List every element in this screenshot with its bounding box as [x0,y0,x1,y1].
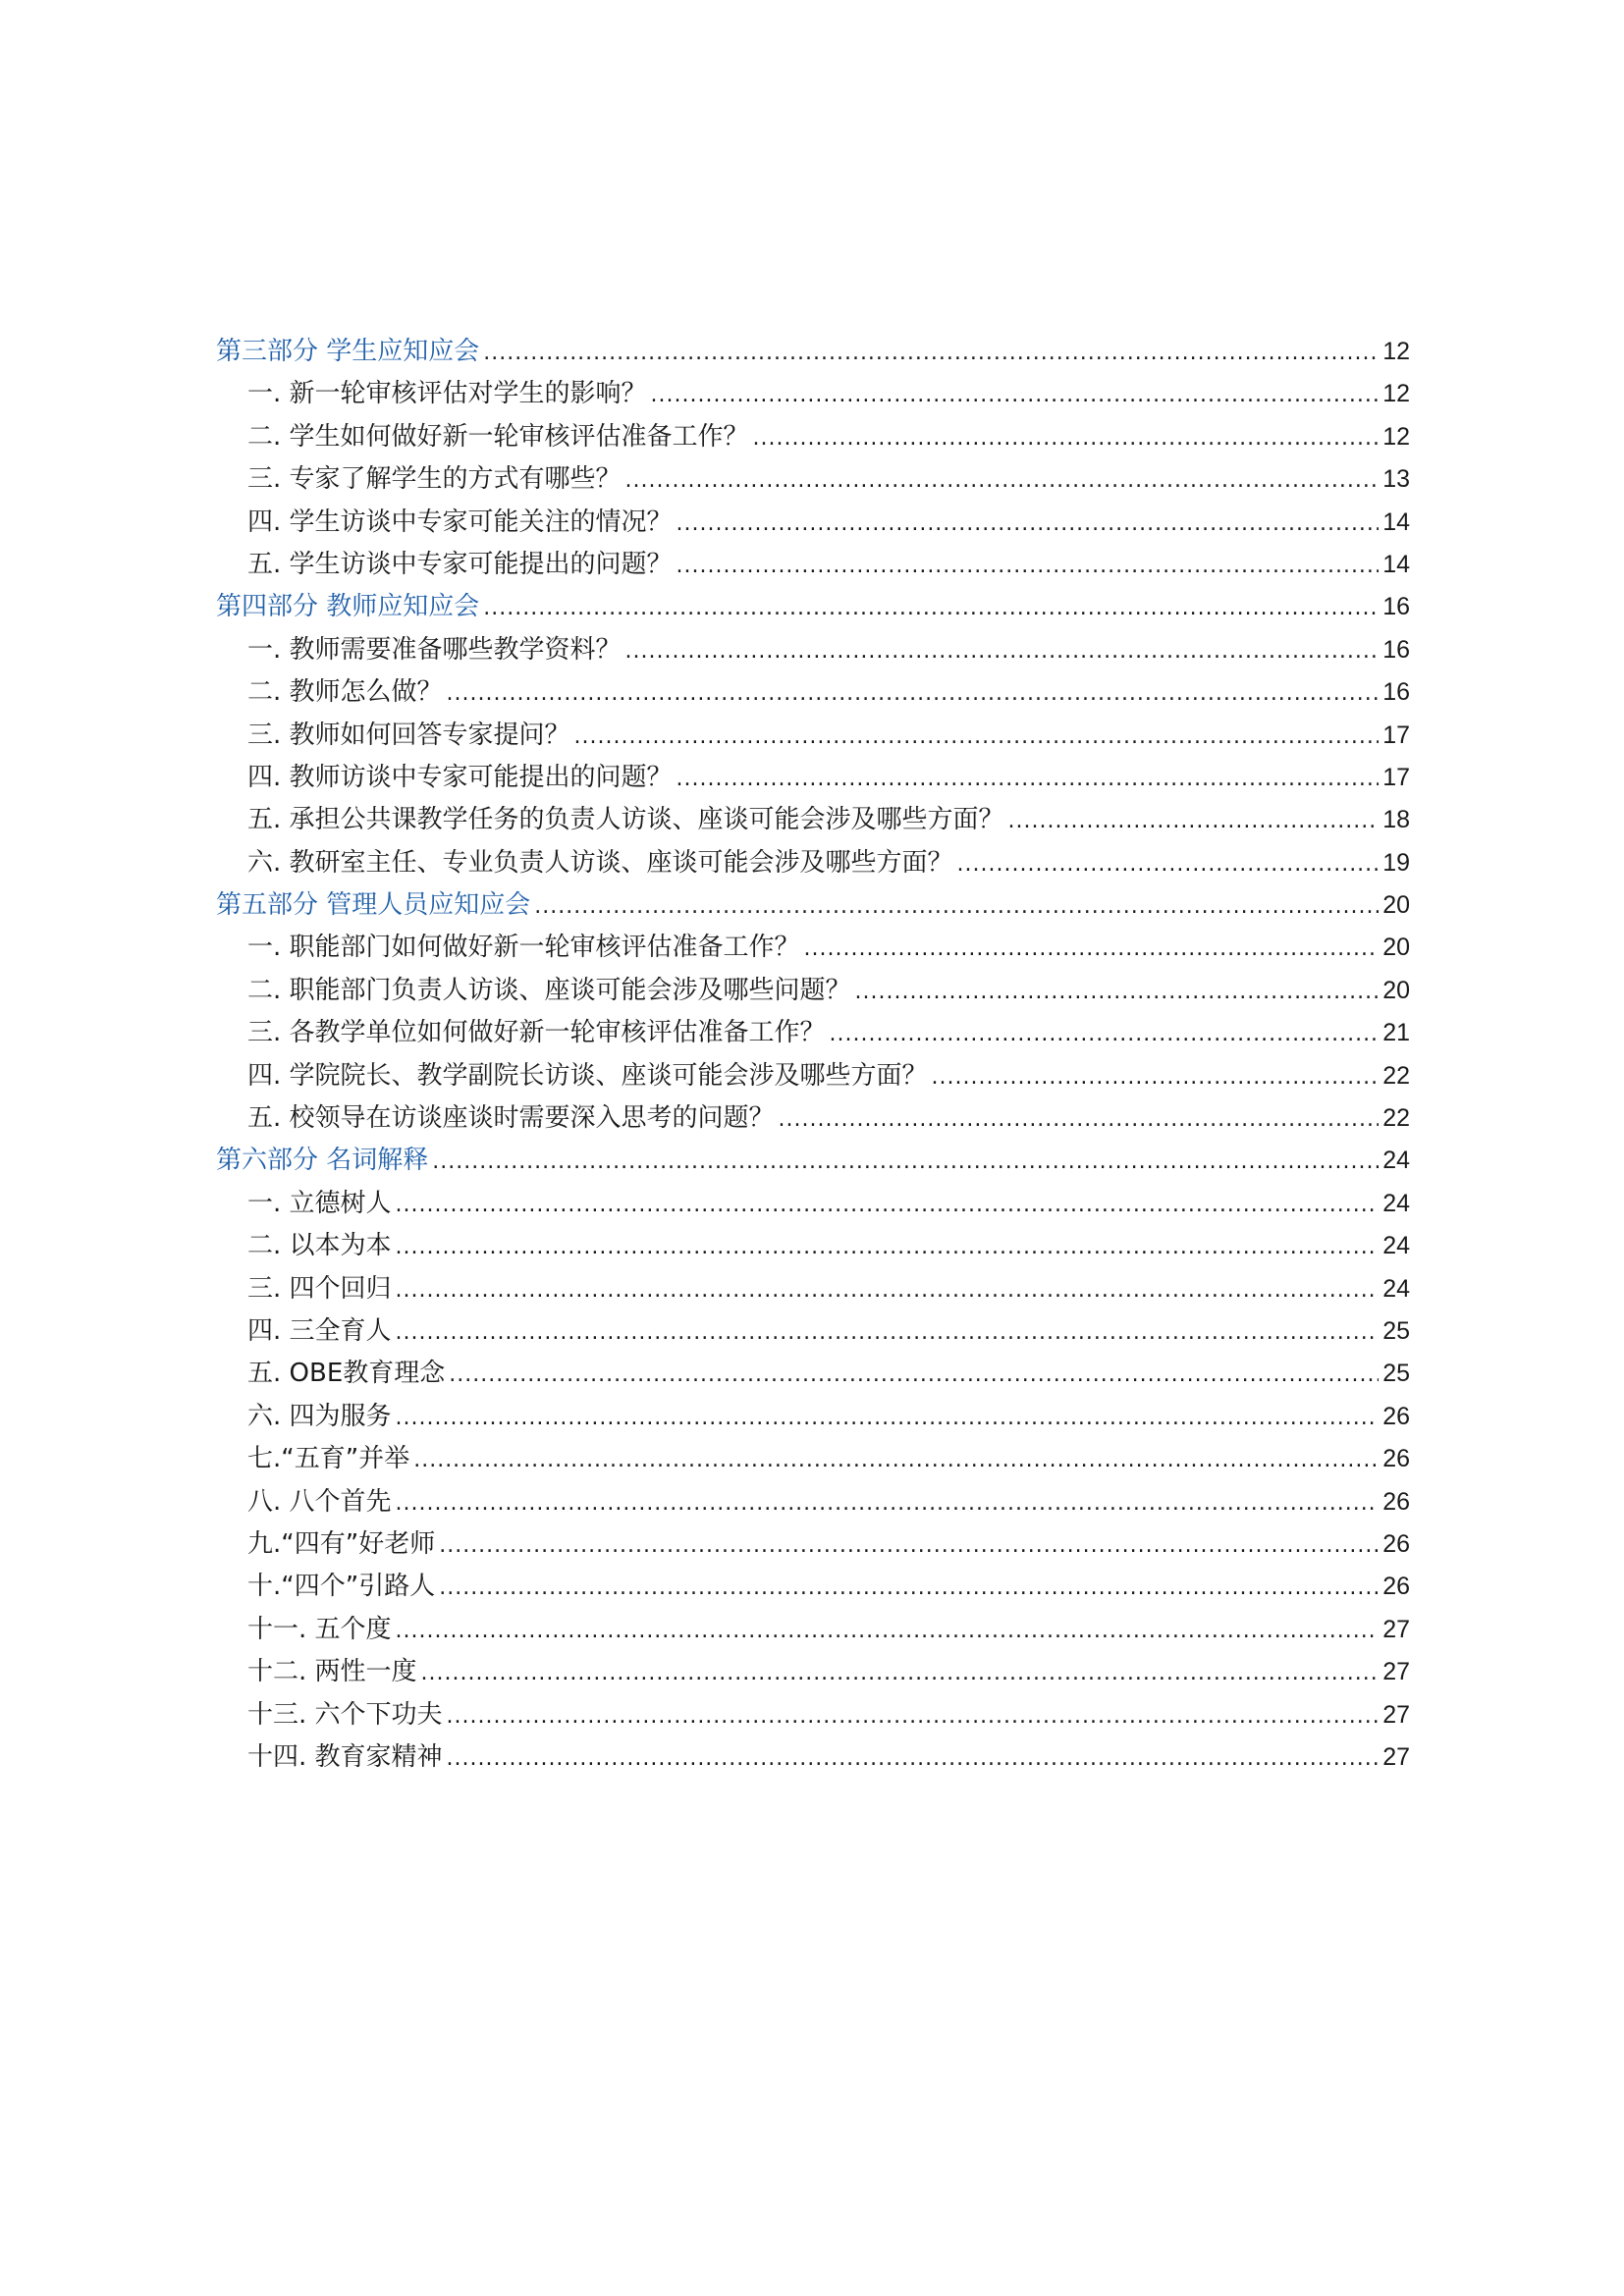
toc-entry-title: 十二. 两性一度 [247,1657,417,1687]
toc-entry[interactable] [216,1651,1410,1693]
toc-entry-title: 六. 教研室主任、专业负责人访谈、座谈可能会涉及哪些方面？ [247,847,953,878]
toc-dot-leader [625,630,1380,671]
toc-page-number: 22 [1382,1061,1410,1090]
toc-page-number: 20 [1382,976,1410,1004]
toc-entry[interactable] [216,1310,1410,1353]
toc-entry-title: 十一. 五个度 [247,1614,392,1644]
toc-entry-title: 第三部分 学生应知应会 [216,337,480,366]
toc-entry-title: 第五部分 管理人员应知应会 [216,890,531,921]
toc-entry[interactable] [216,1523,1410,1566]
toc-entry-title: 一. 职能部门如何做好新一轮审核评估准备工作？ [247,933,800,963]
toc-entry-title: 三. 四个回归 [247,1273,392,1304]
toc-page-number: 27 [1382,1742,1410,1771]
toc-entry-title: 六. 四为服务 [247,1401,392,1431]
toc-dot-leader [483,332,1379,373]
toc-dot-leader [574,716,1380,757]
toc-dot-leader [779,1098,1380,1140]
toc-entry[interactable] [216,1268,1410,1310]
toc-page-number: 16 [1382,678,1410,707]
toc-dot-leader [830,1013,1380,1054]
toc-page-number: 24 [1382,1232,1410,1260]
toc-entry[interactable] [216,416,1410,458]
toc-entry[interactable] [216,799,1410,841]
toc-entry[interactable] [216,458,1410,501]
toc-page-number: 21 [1382,1019,1410,1047]
toc-page-number: 13 [1382,465,1410,494]
toc-dot-leader [439,1567,1379,1608]
toc-entry-title: 十四. 教育家精神 [247,1741,443,1772]
toc-dot-leader [932,1056,1380,1097]
toc-entry-title: 四. 学生访谈中专家可能关注的情况？ [247,507,673,537]
toc-entry-title: 十三. 六个下功夫 [247,1699,443,1730]
toc-page-number: 14 [1382,507,1410,536]
toc-page-number: 16 [1382,635,1410,664]
toc-entry[interactable] [216,842,1410,884]
toc-entry[interactable] [216,1353,1410,1395]
toc-dot-leader [396,1226,1380,1267]
toc-entry[interactable] [216,1566,1410,1608]
toc-entry-title: 九.“四有”好老师 [247,1528,436,1559]
toc-dot-leader [432,1141,1379,1182]
toc-entry-title: 五. 学生访谈中专家可能提出的问题？ [247,549,673,579]
toc-dot-leader [396,1269,1380,1310]
toc-page-number: 26 [1382,1445,1410,1473]
toc-dot-leader [625,459,1380,501]
toc-dot-leader [396,1311,1380,1353]
toc-page-number: 20 [1382,891,1410,920]
toc-page-number: 19 [1382,848,1410,877]
toc-entry-title: 五. OBE教育理念 [247,1359,446,1389]
toc-entry[interactable] [216,502,1410,544]
toc-dot-leader [534,885,1379,927]
toc-page-number: 25 [1382,1360,1410,1388]
toc-entry[interactable] [216,1694,1410,1736]
toc-dot-leader [483,587,1379,628]
toc-entry-title: 七.“五育”并举 [247,1444,410,1474]
toc-entry[interactable] [216,715,1410,757]
toc-page-number: 22 [1382,1104,1410,1133]
toc-page-number: 26 [1382,1487,1410,1516]
toc-page-number: 24 [1382,1274,1410,1303]
toc-entry-title: 三. 各教学单位如何做好新一轮审核评估准备工作？ [247,1018,826,1048]
toc-page-number: 24 [1382,1189,1410,1217]
toc-part-heading[interactable] [216,884,1410,927]
toc-page-number: 26 [1382,1402,1410,1430]
toc-entry-title: 一. 教师需要准备哪些教学资料？ [247,634,622,665]
toc-dot-leader [447,672,1380,714]
toc-dot-leader [439,1524,1379,1566]
toc-dot-leader [677,545,1380,586]
toc-page-number: 27 [1382,1700,1410,1729]
toc-entry-title: 第六部分 名词解释 [216,1146,429,1176]
toc-dot-leader [396,1184,1380,1225]
toc-dot-leader [413,1439,1379,1480]
toc-entry[interactable] [216,1097,1410,1140]
toc-entry[interactable] [216,544,1410,586]
toc-entry-title: 五. 校领导在访谈座谈时需要深入思考的问题？ [247,1103,775,1134]
toc-entry[interactable] [216,671,1410,714]
toc-entry[interactable] [216,757,1410,799]
toc-entry-title: 五. 承担公共课教学任务的负责人访谈、座谈可能会涉及哪些方面？ [247,805,1004,835]
toc-entry[interactable] [216,629,1410,671]
toc-page-number: 12 [1382,338,1410,365]
toc-entry-title: 八. 八个首先 [247,1486,392,1517]
toc-page-number: 25 [1382,1316,1410,1345]
toc-dot-leader [957,843,1380,884]
toc-entry-title: 一. 新一轮审核评估对学生的影响？ [247,379,647,409]
toc-page-number: 24 [1382,1147,1410,1175]
toc-page-number: 17 [1382,721,1410,749]
toc-entry[interactable] [216,1012,1410,1054]
toc-dot-leader [447,1737,1380,1779]
toc-dot-leader [677,503,1380,544]
toc-entry[interactable] [216,970,1410,1012]
toc-entry[interactable] [216,1438,1410,1480]
toc-dot-leader [753,417,1380,458]
table-of-contents [216,331,1410,1779]
toc-dot-leader [855,971,1380,1012]
toc-page-number: 12 [1382,422,1410,451]
toc-page-number: 16 [1382,593,1410,621]
toc-page-number: 20 [1382,934,1410,962]
toc-dot-leader [804,928,1380,969]
toc-dot-leader [449,1354,1379,1395]
toc-page-number: 26 [1382,1529,1410,1558]
toc-dot-leader [447,1695,1380,1736]
toc-entry-title: 二. 职能部门负责人访谈、座谈可能会涉及哪些问题？ [247,975,851,1005]
toc-entry[interactable] [216,1396,1410,1438]
toc-entry-title: 三. 教师如何回答专家提问？ [247,720,570,750]
toc-entry[interactable] [216,1736,1410,1779]
toc-entry-title: 四. 学院院长、教学副院长访谈、座谈可能会涉及哪些方面？ [247,1060,928,1091]
toc-entry[interactable] [216,1055,1410,1097]
toc-page-number: 27 [1382,1658,1410,1686]
toc-entry-title: 第四部分 教师应知应会 [216,592,480,622]
toc-entry[interactable] [216,1225,1410,1267]
toc-entry-title: 二. 教师怎么做？ [247,677,443,708]
toc-page-number: 26 [1382,1573,1410,1601]
toc-page-number: 14 [1382,550,1410,578]
toc-entry[interactable] [216,1481,1410,1523]
toc-part-heading[interactable] [216,331,1410,373]
toc-part-heading[interactable] [216,1140,1410,1182]
toc-page-number: 17 [1382,763,1410,791]
toc-entry-title: 二. 以本为本 [247,1231,392,1261]
toc-dot-leader [651,374,1380,415]
toc-page-number: 18 [1382,806,1410,834]
toc-dot-leader [396,1482,1380,1523]
toc-dot-leader [396,1610,1380,1651]
toc-dot-leader [677,758,1380,799]
toc-page-number: 27 [1382,1615,1410,1643]
toc-part-heading[interactable] [216,586,1410,628]
toc-entry-title: 十.“四个”引路人 [247,1572,436,1602]
toc-entry-title: 三. 专家了解学生的方式有哪些？ [247,464,622,495]
toc-entry-title: 一. 立德树人 [247,1188,392,1218]
toc-entry[interactable] [216,927,1410,969]
toc-entry-title: 四. 教师访谈中专家可能提出的问题？ [247,762,673,792]
toc-entry-title: 四. 三全育人 [247,1315,392,1346]
toc-entry-title: 二. 学生如何做好新一轮审核评估准备工作？ [247,421,749,452]
toc-page-number: 12 [1382,380,1410,408]
toc-dot-leader [396,1397,1380,1438]
toc-entry[interactable] [216,1183,1410,1225]
toc-entry[interactable] [216,1609,1410,1651]
toc-dot-leader [421,1652,1380,1693]
toc-dot-leader [1008,800,1380,841]
toc-entry[interactable] [216,373,1410,415]
